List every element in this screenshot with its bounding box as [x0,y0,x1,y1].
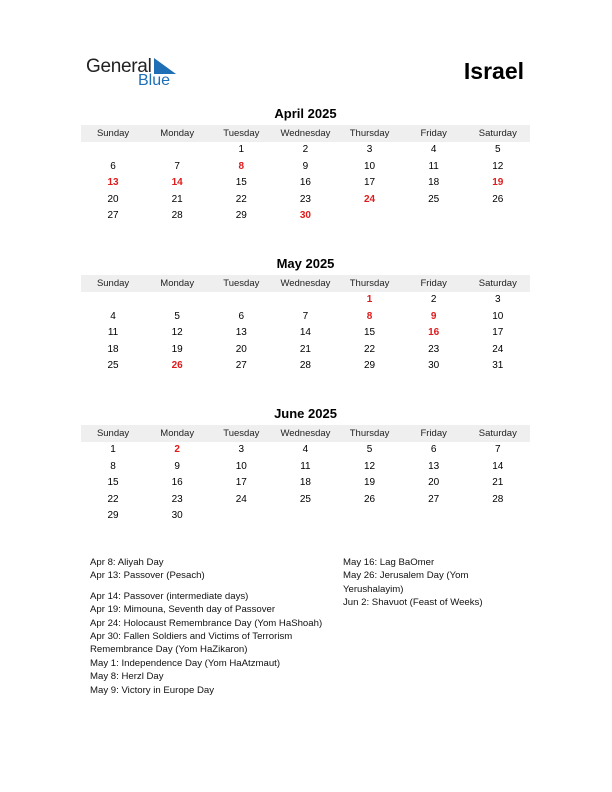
day-cell: 22 [107,493,119,505]
weekday-header: Wednesday [280,428,331,439]
holiday-day-cell: 9 [430,310,437,322]
week-row [81,292,530,309]
day-cell: 16 [299,177,311,189]
day-cell: 10 [492,310,504,322]
day-cell: 21 [171,193,183,205]
weekday-header: Friday [420,278,447,289]
day-cell: 23 [299,193,311,205]
day-cell: 5 [495,144,501,155]
week-row [81,208,530,225]
day-cell: 26 [364,493,376,505]
day-cell: 21 [492,477,504,489]
day-cell: 25 [299,493,311,505]
day-cell [273,292,337,309]
day-cell: 16 [171,477,183,489]
day-cell: 21 [299,343,311,355]
weekday-header: Saturday [478,128,517,139]
weekday-header: Monday [160,128,195,139]
day-cell: 31 [492,360,504,372]
holiday-day-cell: 2 [174,444,180,455]
holiday-note: Apr 13: Passover (Pesach) [90,570,205,582]
day-cell: 28 [299,360,311,372]
day-cell [402,508,466,525]
holiday-note: Apr 14: Passover (intermediate days) [90,590,249,602]
day-cell: 24 [492,343,504,355]
week-row [81,508,530,525]
holiday-day-cell: 14 [171,177,183,189]
day-cell: 20 [235,343,247,355]
week-row [81,309,530,326]
day-cell: 1 [238,144,245,155]
day-cell: 23 [428,343,440,355]
weekday-header: Saturday [478,278,517,289]
month-title: May 2025 [276,256,335,271]
day-cell: 10 [364,160,376,172]
holiday-day-cell: 8 [238,160,245,172]
holiday-day-cell: 1 [366,294,373,305]
day-cell [338,508,402,525]
week-row [81,492,530,509]
day-cell: 8 [110,460,116,472]
day-cell: 11 [300,460,311,472]
week-row [81,159,530,176]
day-cell: 13 [235,327,247,339]
day-cell: 17 [235,477,247,489]
weekday-header: Sunday [96,278,130,289]
day-cell [81,292,145,309]
day-cell: 27 [428,493,440,505]
weekday-header: Monday [160,278,195,289]
weekday-header: Wednesday [280,128,331,139]
day-cell: 18 [428,177,440,189]
day-cell: 5 [174,310,180,322]
day-cell: 24 [235,493,247,505]
day-cell: 15 [235,177,247,189]
day-cell: 25 [428,193,440,205]
week-row [81,325,530,342]
day-cell: 2 [430,294,437,305]
month-calendar [81,106,530,225]
day-cell: 18 [299,477,311,489]
holiday-note: Jun 2: Shavuot (Feast of Weeks) [343,597,483,609]
weekday-header: Tuesday [223,128,260,139]
day-cell: 3 [366,144,373,155]
week-row [81,342,530,359]
day-cell: 9 [174,460,180,472]
day-cell: 28 [171,210,183,222]
day-cell: 28 [492,493,504,505]
weekday-header: Saturday [478,428,517,439]
holiday-day-cell: 24 [364,193,376,205]
weekday-header: Tuesday [223,278,260,289]
logo-general-text: General [86,56,152,77]
day-cell: 12 [492,160,504,172]
day-cell: 26 [492,193,504,205]
day-cell: 27 [107,210,119,222]
day-cell: 19 [364,477,376,489]
holiday-note: Apr 30: Fallen Soldiers and Victims of Terrorism [90,631,293,643]
day-cell: 15 [364,327,376,339]
day-cell [338,208,402,225]
holiday-note: May 8: Herzl Day [90,671,164,683]
day-cell: 9 [302,160,309,172]
day-cell: 14 [299,327,311,339]
day-cell [466,208,530,225]
day-cell: 11 [107,327,119,339]
week-row [81,175,530,192]
day-cell [273,508,337,525]
holiday-note: May 1: Independence Day (Yom HaAtzmaut) [90,657,281,669]
day-cell [466,508,530,525]
week-row [81,459,530,476]
day-cell [209,508,273,525]
weekday-header: Thursday [349,428,390,439]
holiday-notes-right [343,556,483,610]
weekday-header: Tuesday [223,428,260,439]
day-cell: 23 [171,493,183,505]
day-cell [402,208,466,225]
day-cell: 25 [107,360,119,372]
day-cell: 18 [107,343,119,355]
holiday-note: May 9: Victory in Europe Day [90,684,215,696]
holiday-note: May 16: Lag BaOmer [343,557,435,568]
day-cell: 13 [428,460,440,472]
day-cell: 22 [364,343,376,355]
day-cell: 29 [235,210,247,222]
weekday-header-row [81,275,530,292]
day-cell: 22 [235,193,247,205]
day-cell: 29 [364,360,376,372]
day-cell [145,292,209,309]
holiday-day-cell: 13 [107,177,119,189]
day-cell: 6 [238,310,245,322]
weekday-header-row [81,125,530,142]
week-row [81,475,530,492]
day-cell: 5 [366,444,373,455]
month-calendar [81,256,530,375]
day-cell: 27 [235,360,247,372]
day-cell: 30 [428,360,440,372]
weekday-header: Sunday [96,128,130,139]
week-row [81,358,530,375]
month-title: April 2025 [274,106,337,121]
day-cell: 19 [171,343,183,355]
weekday-header: Friday [420,128,447,139]
holiday-note: Apr 24: Holocaust Remembrance Day (Yom HaShoah) [90,617,323,629]
day-cell: 12 [171,327,183,339]
holiday-day-cell: 16 [428,327,440,339]
day-cell: 15 [107,477,119,489]
day-cell: 7 [302,310,309,322]
weekday-header: Friday [420,428,447,439]
day-cell: 3 [238,444,245,455]
holiday-note: Apr 19: Mimouna, Seventh day of Passover [90,604,276,616]
day-cell: 20 [428,477,440,489]
day-cell: 7 [495,444,501,455]
week-row [81,442,530,459]
holiday-day-cell: 30 [299,210,311,222]
logo [86,54,186,94]
weekday-header: Wednesday [280,278,331,289]
week-row [81,142,530,159]
month-calendar [81,406,530,525]
day-cell: 30 [171,510,183,522]
day-cell: 12 [364,460,376,472]
holiday-notes-left [90,556,322,697]
weekday-header: Sunday [96,428,130,439]
day-cell: 17 [492,327,504,339]
day-cell: 29 [107,510,119,522]
day-cell: 14 [492,460,504,472]
holiday-day-cell: 26 [171,360,183,372]
logo-blue-text: Blue [138,72,171,89]
day-cell: 2 [302,144,309,155]
day-cell: 4 [430,144,437,155]
holiday-day-cell: 8 [366,310,373,322]
day-cell: 20 [107,193,119,205]
country-title: Israel [463,58,524,84]
day-cell: 17 [364,177,376,189]
holiday-note: Yerushalayim) [343,583,404,595]
holiday-note: Remembrance Day (Yom HaZikaron) [90,644,248,656]
weekday-header-row [81,425,530,442]
month-title: June 2025 [274,406,337,421]
day-cell: 4 [302,444,309,455]
day-cell [209,292,273,309]
holiday-note: May 26: Jerusalem Day (Yom [343,570,469,582]
day-cell: 11 [428,160,439,172]
day-cell: 1 [110,444,116,455]
day-cell: 6 [430,444,437,455]
holiday-day-cell: 19 [492,177,504,189]
weekday-header: Monday [160,428,195,439]
day-cell [145,142,209,159]
weekday-header: Thursday [349,128,390,139]
weekday-header: Thursday [349,278,390,289]
day-cell: 3 [495,294,501,305]
day-cell: 10 [235,460,247,472]
day-cell: 4 [110,310,116,322]
holiday-note: Apr 8: Aliyah Day [90,557,164,568]
week-row [81,192,530,209]
day-cell: 7 [174,160,180,172]
day-cell: 6 [110,160,116,172]
day-cell [81,142,145,159]
